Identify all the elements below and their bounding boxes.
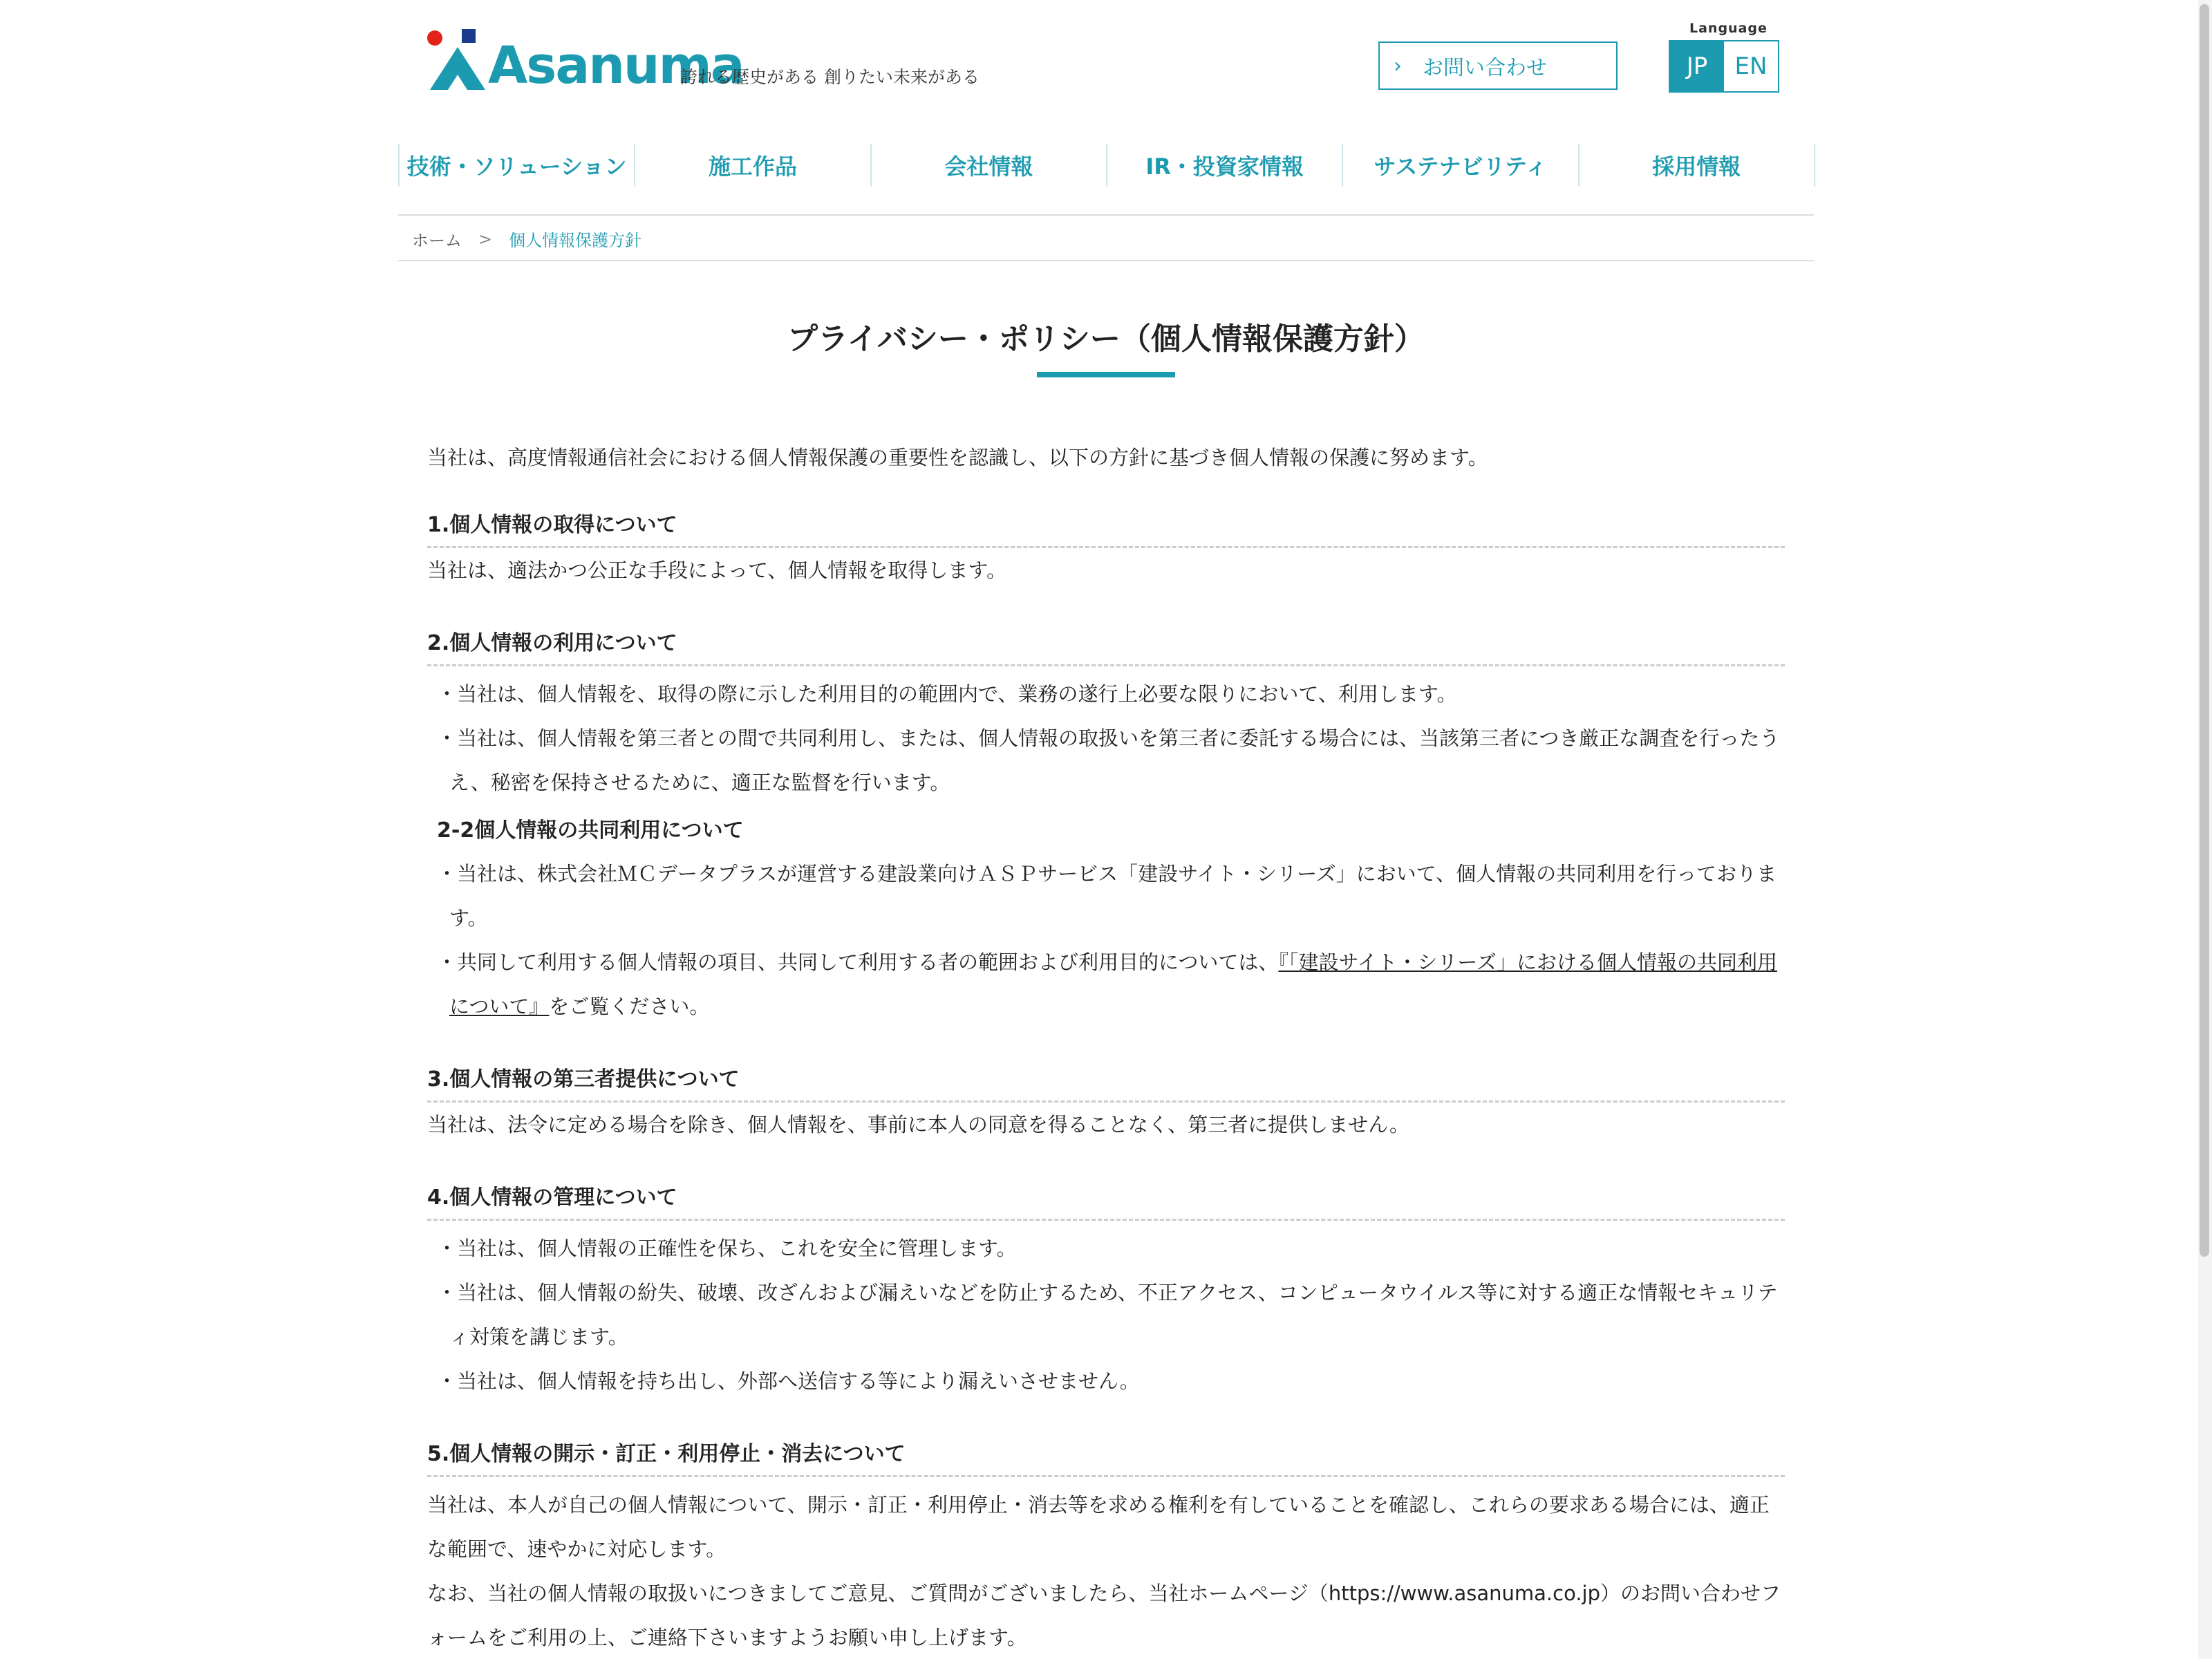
language-jp-button[interactable]: JP bbox=[1670, 41, 1724, 91]
list-item bbox=[427, 940, 1785, 1029]
section-body bbox=[427, 1226, 1785, 1403]
section-paragraph: なお、当社の個人情報の取扱いにつきましてご意見、ご質問がございましたら、当社ホームページ（https://www.asanuma.co.jp）のお問い合わせフォームをご利用の上、ご連絡下さいますようお願い申し上げます。 bbox=[427, 1582, 1781, 1649]
breadcrumb-home-link[interactable]: ホーム bbox=[412, 231, 462, 250]
list-item: ・当社は、個人情報の正確性を保ち、これを安全に管理します。 bbox=[437, 1237, 1017, 1260]
section-body: 当社は、適法かつ公正な手段によって、個人情報を取得します。 bbox=[427, 559, 1007, 582]
joint-use-link[interactable]: 『「建設サイト・シリーズ」における個人情報の共同利用について』 bbox=[449, 950, 1777, 1018]
section-body bbox=[427, 672, 1785, 805]
list-item: ・当社は、個人情報を、取得の際に示した利用目的の範囲内で、業務の遂行上必要な限りにおいて、利用します。 bbox=[437, 682, 1457, 706]
contact-button[interactable] bbox=[1378, 41, 1618, 90]
nav-divider bbox=[398, 214, 1814, 216]
language-switch bbox=[1669, 40, 1779, 93]
list-item-text: ・共同して利用する個人情報の項目、共同して利用する者の範囲および利用目的については、 bbox=[437, 950, 1279, 974]
logo-navy-square bbox=[462, 29, 476, 43]
list-item: ・当社は、個人情報を持ち出し、外部へ送信する等により漏えいさせません。 bbox=[437, 1369, 1140, 1393]
list-item: ・当社は、株式会社ＭＣデータプラスが運営する建設業向けＡＳＰサービス「建設サイト・シリーズ」において、個人情報の共同利用を行っております。 bbox=[437, 862, 1777, 930]
breadcrumb-divider bbox=[398, 260, 1814, 261]
intro-text: 当社は、高度情報通信社会における個人情報保護の重要性を認識し、以下の方針に基づき個人情報の保護に努めます。 bbox=[427, 446, 1488, 469]
logo-red-dot bbox=[427, 30, 442, 46]
nav-item-ir[interactable]: IR・投資家情報 bbox=[1107, 144, 1343, 187]
breadcrumb-separator: > bbox=[478, 229, 493, 249]
section-heading: 4.個人情報の管理について bbox=[427, 1177, 1785, 1221]
nav-item-recruit[interactable]: 採用情報 bbox=[1580, 144, 1815, 187]
nav-item-company[interactable]: 会社情報 bbox=[872, 144, 1107, 187]
section-heading: 1.個人情報の取得について bbox=[427, 505, 1785, 548]
section-heading: 3.個人情報の第三者提供について bbox=[427, 1059, 1785, 1103]
policy-content bbox=[427, 435, 1785, 1659]
subsection-heading: 2-2個人情報の共同利用について bbox=[437, 818, 744, 843]
section-disclosure bbox=[427, 1434, 1785, 1659]
contact-button-label: お問い合わせ bbox=[1423, 56, 1547, 80]
scrollbar-thumb[interactable] bbox=[2200, 4, 2209, 1257]
nav-item-works[interactable]: 施工作品 bbox=[635, 144, 871, 187]
section-paragraph: 当社は、本人が自己の個人情報について、開示・訂正・利用停止・消去等を求める権利を有していることを確認し、これらの要求ある場合には、適正な範囲で、速やかに対応します。 bbox=[427, 1493, 1770, 1561]
language-label: Language bbox=[1689, 21, 1768, 36]
global-nav bbox=[398, 144, 1815, 187]
section-body bbox=[427, 1483, 1785, 1659]
breadcrumb-current: 個人情報保護方針 bbox=[509, 231, 642, 250]
breadcrumb bbox=[412, 227, 641, 251]
tagline: 誇れる歴史がある 創りたい未来がある bbox=[680, 67, 980, 87]
title-underline bbox=[1037, 372, 1175, 377]
list-item-text: をご覧ください。 bbox=[549, 995, 710, 1018]
section-third-party bbox=[427, 1059, 1785, 1147]
section-use bbox=[427, 623, 1785, 1029]
logo-text: Asanuma bbox=[488, 36, 744, 95]
page-title: プライバシー・ポリシー（個人情報保護方針） bbox=[787, 321, 1425, 357]
section-heading: 2.個人情報の利用について bbox=[427, 623, 1785, 666]
nav-item-technology[interactable]: 技術・ソリューション bbox=[400, 144, 635, 187]
list-item: ・当社は、個人情報の紛失、破壊、改ざんおよび漏えいなどを防止するため、不正アクセス、コンピュータウイルス等に対する適正な情報セキュリティ対策を講じます。 bbox=[437, 1281, 1778, 1349]
logo-a-counter bbox=[448, 75, 467, 90]
list-item: ・当社は、個人情報を第三者との間で共同利用し、または、個人情報の取扱いを第三者に委託する場合には、当該第三者につき厳正な調査を行ったうえ、秘密を保持させるために、適正な監督を行います。 bbox=[437, 727, 1780, 794]
language-en-button[interactable]: EN bbox=[1724, 41, 1778, 91]
section-heading: 5.個人情報の開示・訂正・利用停止・消去について bbox=[427, 1434, 1785, 1477]
nav-item-sustainability[interactable]: サステナビリティ bbox=[1343, 144, 1579, 187]
logo-mark-icon bbox=[424, 26, 491, 93]
chevron-right-icon: › bbox=[1394, 53, 1402, 78]
section-acquisition bbox=[427, 505, 1785, 592]
section-body: 当社は、法令に定める場合を除き、個人情報を、事前に本人の同意を得ることなく、第三者に提供しません。 bbox=[427, 1113, 1410, 1136]
section-management bbox=[427, 1177, 1785, 1403]
